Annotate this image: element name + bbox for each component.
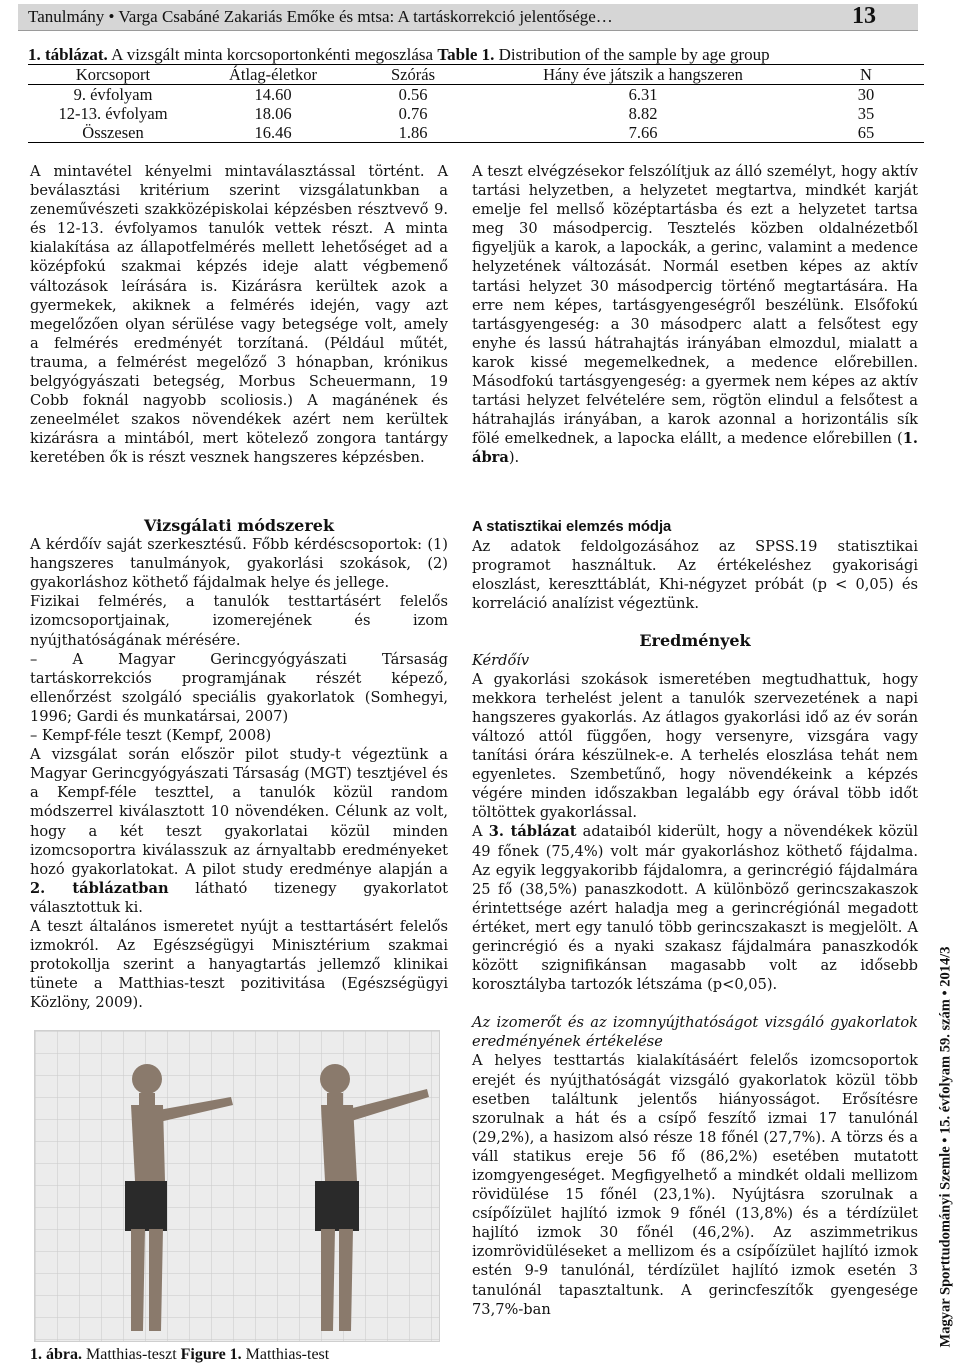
- table-row: [28, 104, 924, 123]
- column-header: Szórás: [348, 65, 478, 85]
- subheading-muscle: Az izomerőt és az izomnyújthatóságot vizsgáló gyakorlatok eredményének értékelése: [472, 1014, 918, 1051]
- paragraph-test-procedure: [472, 162, 918, 468]
- pilot-text-b: látható tizenegy gyakorlatot választottuk ki.: [30, 879, 448, 916]
- column-header: Korcsoport: [28, 65, 198, 85]
- table-row: [28, 123, 924, 143]
- table-row: [28, 85, 924, 105]
- paragraph-physical: Fizikai felmérés, a tanulók testtartásért felelős izomcsoportjainak, izomerejének és izom nyújthatóságának mérésére.: [30, 593, 448, 649]
- paragraph-questionnaire: A kérdőív saját szerkesztésű. Főbb kérdéscsoportok: (1) hangszeres tanulmányok, gyakorlási szokások, (2) gyakorláshoz köthető fájdalmak helye és jellege.: [30, 536, 448, 592]
- figure1-label-en: Figure 1.: [180, 1346, 242, 1363]
- table1: [28, 64, 924, 143]
- table-cell: 65: [808, 123, 924, 143]
- column-header: Hány éve játszik a hangszeren: [478, 65, 808, 85]
- paragraph-test-general: A teszt általános ismeretet nyújt a testtartásért felelős izmokról. Az Egészségügyi Minisztérium szakmai protokollja szerint a hanyagtartás jellemző klinikai tünete a Matthias-teszt pozitivitása (Egészségügyi Közlöny, 2009).: [30, 917, 448, 1012]
- section-heading-stats: A statisztikai elemzés módja: [472, 519, 672, 535]
- table-cell: 35: [857, 104, 875, 123]
- figure1-label: 1. ábra.: [30, 1346, 82, 1363]
- running-header: [18, 4, 918, 31]
- table-cell: 7.66: [478, 123, 808, 143]
- column-header: Átlag-életkor: [198, 65, 348, 85]
- figure1-text-en: Matthias-test: [241, 1346, 330, 1363]
- test-text-b: ).: [508, 449, 520, 467]
- pain-text-a: A: [472, 823, 489, 841]
- test-text-a: A teszt elvégzésekor felszólítjuk az álló személyt, hogy aktív tartási helyzetben, a helyzetet megtartva, mindkét karját emelje fel mellső középtartásba és ezt a helyzetet tartsa meg 30 másodpercig. Tesztelés közben oldalnézetből figyeljük a karok, a lapockák, a gerinc, valamint a medence helyzetének változását. Normál esetben képes az aktív tartási helyzet 30 másodpercig történő megtartására. Ha erre nem képes, tartásgyengeségről beszélünk. Elsőfokú tartásgyengeség: a 30 másodperc alatt a felsőtest egy enyhe és lassú hátrahajtás irányában elmozdul, mialatt a karok kissé megemelkednek, a medence előrebillen. Másodfokú tartásgyengeség: a gyermek nem képes az aktív tartási helyzet felvételére sem, rögtön elindul a felsőtest a hátrahajlás irányában, a karok azonnal a horizontális sík fölé emelkednek, a lapocka elállt, a medence előrebillen (: [472, 163, 918, 448]
- subheading-questionnaire: Kérdőív: [472, 651, 530, 669]
- table-cell: 0.76: [398, 104, 428, 123]
- paragraph-kempf: – Kempf-féle teszt (Kempf, 2008): [30, 727, 272, 745]
- column-header: N: [808, 65, 924, 85]
- figure1-text-hu: Matthias-teszt: [82, 1346, 181, 1363]
- paragraph-pilot: [30, 745, 448, 917]
- section-heading-methods: Vizsgálati módszerek: [143, 516, 335, 535]
- table-cell: 1.86: [348, 123, 478, 143]
- table-header-row: [28, 65, 924, 85]
- table-cell: 0.56: [398, 85, 428, 104]
- pilot-text-a: A vizsgálat során először pilot study-t végeztünk a Magyar Gerincgyógyászati Társaság (MGT) tesztjével és a Kempf-féle teszttel, a tanulók közül random módszerrel kiválasztott 10 növendéken. Célunk az volt, hogy a két teszt gyakorlatai közül minden izomcsoportra kiválasszuk az árnyaltabb eredményeket hozó gyakorlatokat. A pilot study eredménye alapján a: [30, 746, 448, 878]
- table1-caption-hu: A vizsgált minta korcsoportonkénti megoszlása: [107, 45, 438, 64]
- running-header-text: Tanulmány • Varga Csabáné Zakariás Emőke és mtsa: A tartáskorrekció jelentősége…: [28, 7, 613, 26]
- table-cell: 9. évfolyam: [73, 85, 153, 104]
- table1-label: 1. táblázat.: [28, 45, 108, 64]
- pain-text-b: adataiból kiderült, hogy a növendékek közül 49 főnek (75,4%) volt már gyakorláshoz köthető fájdalma. Az egyik leggyakoribb fájdalomra, a gerincrégió fájdalmára 25 fő (38,5%) panaszkodott. A különböző gerincszakaszok érintettsége azért haladja meg a gerincrégiónál megadott értéket, mert egy tanuló több gerincszakaszt is megjelölt. A gerincrégió és a nyaki szakasz fájdalmára panaszkodók között szignifikánsan magasabb volt az idősebb korosztályba tartozók létszáma (p<0,05).: [472, 823, 919, 994]
- table-cell: 6.31: [628, 85, 658, 104]
- journal-sidebar-text: Magyar Sporttudományi Szemle • 15. évfolyam 59. szám • 2014/3: [937, 946, 954, 1348]
- paragraph-mgt: – A Magyar Gerincgyógyászati Társaság tartáskorrekciós programjának részét képező, ellenőrzést szolgáló speciális gyakorlatok (Somhegyi, 1996; Gardi és munkatársai, 2007): [30, 650, 448, 725]
- table-cell: 18.06: [254, 104, 292, 123]
- paragraph-pain: [472, 822, 918, 994]
- section-heading-results: Eredmények: [639, 631, 751, 651]
- table-cell: 12-13. évfolyam: [58, 104, 168, 123]
- table-cell: Összesen: [28, 123, 198, 143]
- paragraph-sampling: A mintavétel kényelmi mintaválasztással történt. A beválasztási kritérium szerint vizsgálatunkban a zeneművészeti szakközépiskolai képzésben résztvevő 9. és 12-13. évfolyamos tanulók vettek részt. A minta kialakítása az állapotfelmérés mellett lehetőséget ad a középfokú szakmai képzés ideje alatt végbemenő változások leírására is. Kizárásra kerültek azok a gyermekek, akiknek a felmérés idején, vagy azt megelőzően olyan sérülése vagy betegsége volt, amely a felmérés eredményét torzítaná. (Például műtét, trauma, a felmérést megelőző 3 hónapban, krónikus belgyógyászati betegség, Morbus Scheuermann, 19 Cobb foknál nagyobb scoliosis.) A magánének és zeneelmélet szakos növendékek azért nem kerültek kizárásra a mintából, mert kötelező zongora tantárgy keretében ők is részt vesznek hangszeres képzésben.: [30, 163, 448, 467]
- paragraph-stats: Az adatok feldolgozásához az SPSS.19 statisztikai programot használtuk. Az értékeléshez gyakorisági eloszlást, kereszttáblát, Khi-négyzet próbát (p < 0,05) és korreláció analízist végeztünk.: [472, 538, 918, 613]
- journal-sidebar: [934, 930, 958, 1364]
- right-column-results: [472, 518, 918, 1319]
- figure1-caption: [30, 1346, 329, 1364]
- left-column-methods: [30, 516, 448, 1012]
- figure-matthias-photo: [34, 1030, 440, 1342]
- table1-caption: [28, 45, 770, 65]
- page-number: 13: [852, 3, 876, 29]
- table-cell: 30: [857, 85, 875, 104]
- paragraph-practice: A gyakorlási szokások ismeretében megtudhattuk, hogy mekkora terhelést jelent a tanulók szervezetének a napi hangszeres gyakorlás. Az átlagos gyakorlási idő az év során változó attól függően, hogy versenyre, vizsgára vagy tanítási órára készülnek-e. A terhelés eloszlása tehát nem egyenletes. Szembetűnő, hogy növendékeink a képzés végére minden időszakban legalább egy órával több időt töltöttek gyakorlással.: [472, 670, 918, 822]
- matthias-test-illustration: [35, 1031, 439, 1341]
- paragraph-muscle: A helyes testtartás kialakításáért felelős izomcsoportok erejét és nyújthatóságát vizsgáló gyakorlatok közül több esetben találtunk jelentős hiányosságot. Erősítésre szorulnak a hát és a csípő feszítő izmai 17 tanulónál (29,2%), a hasizom alsó része 18 főnél (27,7%). A törzs és a váll statikus ereje 56 fő (86,2%) esetében mutatott izomgyengeséget. Megfigyelhető a mindkét oldali mellizom rövidülése 15 főnél (23,1%). Nyújtásra szorulnak a csípőízület hajlító izmok 9 főnél (13,8%) és a térdízület hajlító izmok 30 főnél (46,2%). Az aszimmetrikus izomrövidüléseket a mellizom és a csípőízület hajlító izmok estén 9-9 tanulónál, térdízület hajlító izmok esetén 3 tanulónál tapasztaltunk. A gerincfeszítők gyengesége 73,7%-ban: [472, 1052, 918, 1318]
- table-cell: 16.46: [198, 123, 348, 143]
- table-cell: 8.82: [628, 104, 658, 123]
- right-column-test: [472, 162, 918, 468]
- table3-ref: 3. táblázat: [488, 823, 577, 841]
- table1-caption-en: Distribution of the sample by age group: [494, 45, 770, 64]
- left-column-intro: [30, 162, 448, 468]
- table2-ref: 2. táblázatban: [30, 879, 169, 897]
- table1-label-en: Table 1.: [437, 45, 495, 64]
- figure1-ref: 1. ábra: [472, 430, 918, 467]
- table-cell: 14.60: [254, 85, 292, 104]
